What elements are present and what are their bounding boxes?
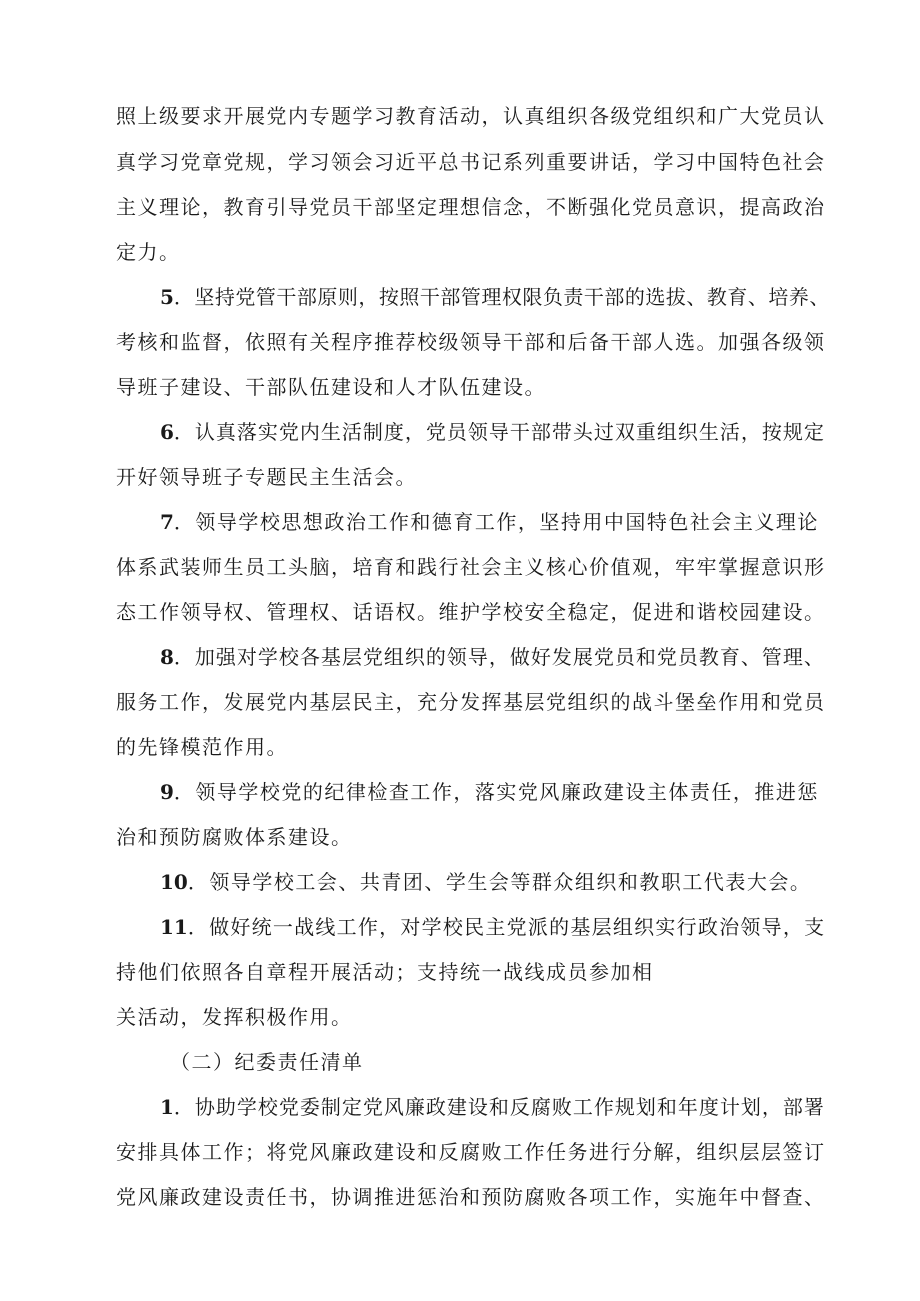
list-item-9 [160, 780, 819, 804]
list-item-8 [160, 645, 825, 669]
item-number: 11 [160, 915, 188, 939]
paragraph-line: 定力。 [116, 240, 181, 264]
paragraph-line: 体系武装师生员工头脑，培育和践行社会主义核心价值观，牢牢掌握意识形 [116, 555, 826, 579]
paragraph-line: ．领导学校党的纪律检查工作，落实党风廉政建设主体责任，推进惩 [173, 780, 819, 804]
paragraph-line: 主义理论，教育引导党员干部坚定理想信念，不断强化党员意识，提高政治 [116, 195, 826, 219]
item-number: 9 [160, 780, 174, 804]
paragraph-line: 关活动，发挥积极作用。 [116, 1005, 353, 1029]
paragraph-line: ．做好统一战线工作，对学校民主党派的基层组织实行政治领导，支 [187, 915, 826, 939]
paragraph-line: 治和预防腐败体系建设。 [116, 825, 353, 849]
paragraph-line: 真学习党章党规，学习领会习近平总书记系列重要讲话，学习中国特色社会 [116, 150, 826, 174]
list-item-11 [160, 915, 825, 939]
paragraph-line: 党风廉政建设责任书，协调推进惩治和预防腐败各项工作，实施年中督查、 [116, 1185, 826, 1209]
paragraph-line: 开好领导班子专题民主生活会。 [116, 465, 417, 489]
paragraph-line: 考核和监督，依照有关程序推荐校级领导干部和后备干部人选。加强各级领 [116, 330, 826, 354]
item-number: 1 [160, 1095, 174, 1119]
paragraph-line: ．领导学校工会、共青团、学生会等群众组织和教职工代表大会。 [187, 870, 812, 894]
list-item-6 [160, 420, 825, 444]
paragraph-line: ．认真落实党内生活制度，党员领导干部带头过双重组织生活，按规定 [173, 420, 825, 444]
paragraph-line: ．协助学校党委制定党风廉政建设和反腐败工作规划和年度计划，部署 [173, 1095, 825, 1119]
paragraph-line: 照上级要求开展党内专题学习教育活动，认真组织各级党组织和广大党员认 [116, 104, 826, 128]
item-number: 7 [160, 510, 174, 534]
paragraph-line: 服务工作，发展党内基层民主，充分发挥基层党组织的战斗堡垒作用和党员 [116, 690, 826, 714]
list-item-10 [160, 870, 811, 894]
item-number: 10 [160, 870, 188, 894]
paragraph-line: ．加强对学校各基层党组织的领导，做好发展党员和党员教育、管理、 [173, 645, 825, 669]
item-number: 8 [160, 645, 174, 669]
paragraph-line: ．坚持党管干部原则，按照干部管理权限负责干部的选拔、教育、培养、 [173, 285, 830, 309]
list-item-5 [160, 285, 830, 309]
paragraph-line: ．领导学校思想政治工作和德育工作，坚持用中国特色社会主义理论 [173, 510, 819, 534]
paragraph-line: 态工作领导权、管理权、话语权。维护学校安全稳定，促进和谐校园建设。 [116, 600, 826, 624]
item-number: 5 [160, 285, 174, 309]
paragraph-line: 持他们依照各自章程开展活动；支持统一战线成员参加相 [116, 960, 654, 984]
paragraph-line: 安排具体工作；将党风廉政建设和反腐败工作任务进行分解，组织层层签订 [116, 1140, 826, 1164]
list-item-1 [160, 1095, 825, 1119]
paragraph-line: 的先锋模范作用。 [116, 735, 288, 759]
item-number: 6 [160, 420, 174, 444]
section-heading: （二）纪委责任清单 [170, 1050, 364, 1074]
list-item-7 [160, 510, 819, 534]
paragraph-line: 导班子建设、干部队伍建设和人才队伍建设。 [116, 375, 546, 399]
